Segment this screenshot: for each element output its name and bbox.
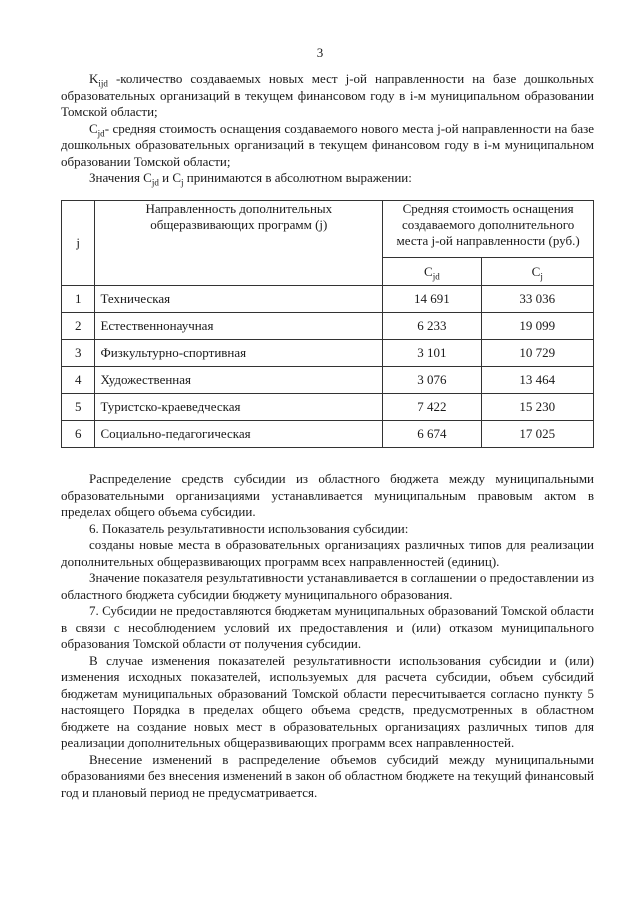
table-row <box>62 394 594 421</box>
amendment-paragraph: Внесение изменений в распределение объемов субсидий между муниципальными образованиями без внесения изменений в закон об областном бюджете на текущий финансовый год и плановый период не предусматривается. <box>61 751 594 800</box>
header-c-j <box>481 258 594 286</box>
row-direction: Социально-педагогическая <box>95 421 383 448</box>
table-row <box>62 286 594 313</box>
row-number: 2 <box>62 313 95 340</box>
table-row <box>62 367 594 394</box>
row-direction: Физкультурно-спортивная <box>95 340 383 367</box>
indicator-paragraph: созданы новые места в образовательных организациях различных типов для реализации дополнительных общеразвивающих программ всех направленностей (единиц). <box>61 537 594 569</box>
row-c-j: 15 230 <box>481 394 594 421</box>
definitions-block <box>61 71 594 187</box>
row-number: 1 <box>62 286 95 313</box>
cost-table <box>61 200 594 448</box>
recalculation-paragraph: В случае изменения показателей результативности использования субсидии и (или) изменения исходных показателей, используемых для расчета субсидии, объем субсидий бюджетам муниципальных образований Томской области пересчитывается согласно пункту 5 настоящего Порядка в пределах общего объема средств, предусмотренных в областном бюджете на создание новых мест в образовательных организациях различных типов для реализации дополнительных общеразвивающих программ всех направленностей. <box>61 652 594 750</box>
page-number: 3 <box>316 45 324 60</box>
row-c-j: 19 099 <box>481 313 594 340</box>
values-note-prefix: Значения <box>89 170 144 185</box>
header-c-j-symbol: C <box>531 263 541 279</box>
row-number: 3 <box>62 340 95 367</box>
definition-c-jd <box>61 121 594 171</box>
row-number: 6 <box>62 421 95 448</box>
definition-c-text: - средняя стоимость оснащения создаваемого нового места j-ой направленности на базе дошкольных образовательных организаций в текущем финансовом году в i-м муниципальном образовании Томской области; <box>61 120 594 169</box>
row-number: 5 <box>62 394 95 421</box>
symbol-k-subscript: ijd <box>98 78 108 89</box>
header-c-jd <box>383 258 481 286</box>
row-c-jd: 3 101 <box>383 340 481 367</box>
row-c-j: 13 464 <box>481 367 594 394</box>
row-direction: Художественная <box>95 367 383 394</box>
row-direction: Естественнонаучная <box>95 313 383 340</box>
row-c-j: 33 036 <box>481 286 594 313</box>
row-c-jd: 6 674 <box>383 421 481 448</box>
symbol-k: K <box>89 71 99 86</box>
header-c-jd-subscript: jd <box>432 271 440 282</box>
header-j: j <box>62 201 95 286</box>
section-6-heading: 6. Показатель результативности использования субсидии: <box>89 520 409 536</box>
values-note-symbol2: C <box>172 170 181 185</box>
values-note <box>61 170 594 187</box>
distribution-paragraph: Распределение средств субсидии из областного бюджета между муниципальными образовательными организациями устанавливается муниципальным правовым актом в пределах общего объема субсидии. <box>61 471 594 519</box>
values-note-suffix: принимаются в абсолютном выражении: <box>183 170 412 185</box>
table-row <box>62 313 594 340</box>
row-c-j: 10 729 <box>481 340 594 367</box>
values-note-symbol1: C <box>143 170 152 185</box>
indicator-value-paragraph: Значение показателя результативности устанавливается в соглашении о предоставлении из областного бюджета субсидии бюджету муниципального образования. <box>61 570 594 602</box>
header-average-cost: Средняя стоимость оснащения создаваемого дополнительного места j-ой направленности (руб.) <box>383 201 594 258</box>
table-row <box>62 340 594 367</box>
symbol-c-subscript: jd <box>97 128 105 139</box>
row-direction: Туристско-краеведческая <box>95 394 383 421</box>
section-7-paragraph: 7. Субсидии не предоставляются бюджетам муниципальных образований Томской области в связи с несоблюдением условий их предоставления и (или) отказом муниципального образования Томской области от получения субсидии. <box>61 603 594 651</box>
definition-k-ijd <box>61 71 594 121</box>
values-note-symbol2-subscript: j <box>181 177 184 188</box>
row-c-jd: 6 233 <box>383 313 481 340</box>
row-direction: Техническая <box>95 286 383 313</box>
header-direction: Направленность дополнительных общеразвивающих программ (j) <box>95 201 383 286</box>
row-c-jd: 7 422 <box>383 394 481 421</box>
definition-k-text: -количество создаваемых новых мест j-ой направленности на базе дошкольных образовательных организаций в текущем финансовом году в i-м муниципальном образовании Томской области; <box>61 71 594 119</box>
table-row <box>62 421 594 448</box>
table-header-row <box>62 201 594 258</box>
row-c-jd: 14 691 <box>383 286 481 313</box>
header-c-j-subscript: j <box>540 271 543 282</box>
header-c-jd-symbol: C <box>424 263 433 279</box>
row-number: 4 <box>62 367 95 394</box>
values-note-and: и <box>158 170 173 185</box>
rules-block <box>61 471 594 801</box>
row-c-jd: 3 076 <box>383 367 481 394</box>
values-note-symbol1-subscript: jd <box>151 177 159 188</box>
symbol-c: C <box>89 120 98 136</box>
row-c-j: 17 025 <box>481 421 594 448</box>
